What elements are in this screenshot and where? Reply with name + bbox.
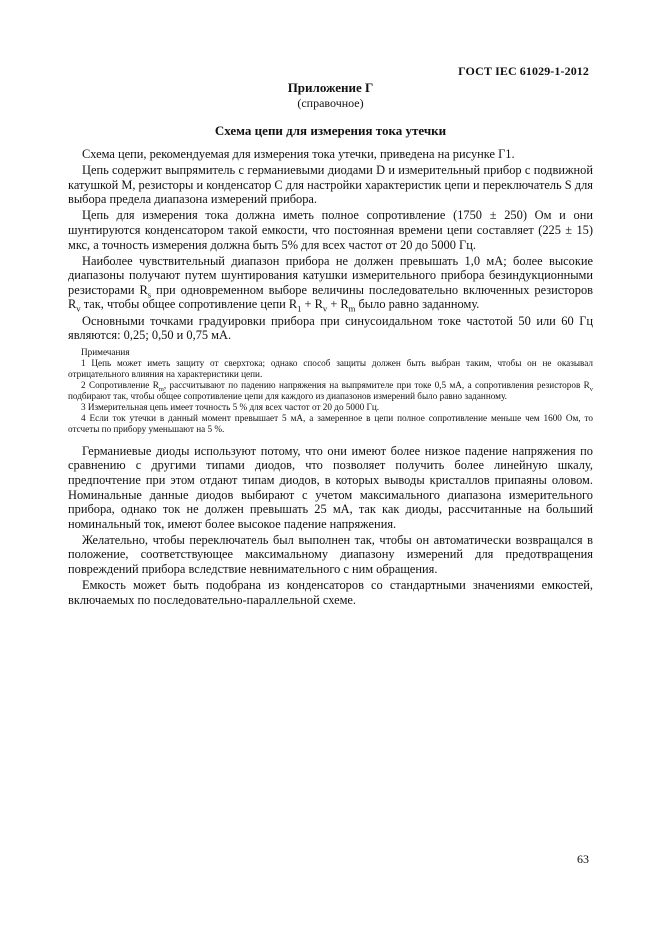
subscript: v (322, 303, 328, 314)
section-title: Схема цепи для измерения тока утечки (214, 123, 447, 138)
paragraph-3: Цепь для измерения тока должна иметь полное сопротивление (1750 ± 250) Ом и они шунтируются конденсатором такой емкости, что постоянная времени цепи составляет (225 ± 15) мкс, а точность измерения должна быть 5% для всех частот от 20 до 5000 Гц. (68, 208, 593, 252)
note-4: 4 Если ток утечки в данный момент превышает 5 мА, а замеренное в цепи полное сопротивление меньше чем 1600 Ом, то отсчеты по прибору уменьшают на 5 %. (68, 412, 593, 434)
paragraph-7: Желательно, чтобы переключатель был выполнен так, чтобы он автоматически возвращался в положение, соответствующее максимальному диапазону измерений для предотвращения повреждений прибора вследствие невнимательного с ним обращения. (68, 532, 593, 576)
paragraph-4-text: + R (301, 297, 323, 312)
subscript: v (589, 385, 593, 393)
paragraph-4-text: так, чтобы общее сопротивление цепи R (80, 297, 298, 312)
note-2-text: подбирают так, чтобы общее сопротивление цепи для каждого из диапазонов измерений было равно заданному. (68, 390, 507, 401)
paragraph-4-text: при одновременном выборе величины последовательно включенных резисторов R (68, 282, 593, 312)
page-number: 63 (577, 852, 589, 866)
appendix-subtitle: (справочное) (297, 96, 364, 110)
note-2-text: 2 Сопротивление R (81, 379, 159, 390)
subscript: s (147, 289, 152, 300)
paragraph-4-text: было равно заданному. (355, 297, 480, 312)
paragraph-4-text: + R (327, 297, 349, 312)
subscript: 1 (297, 303, 302, 314)
paragraph-4-text: Наиболее чувствительный диапазон прибора не должен превышать 1,0 мА; более высокие диапазоны получают путем шунтирования катушки измерительного прибора безиндукционными резисторами R (68, 253, 593, 297)
notes-block (68, 347, 593, 435)
note-2-text: , рассчитывают по падению напряжения на выпрямителе при токе 0,5 мА, а сопротивления резисторов R (163, 379, 590, 390)
note-3: 3 Измерительная цепь имеет точность 5 % для всех частот от 20 до 5000 Гц. (81, 401, 380, 412)
paragraph-1: Схема цепи, рекомендуемая для измерения тока утечки, приведена на рисунке Г1. (82, 147, 515, 161)
paragraph-8: Емкость может быть подобрана из конденсаторов со стандартными значениями емкостей, включаемых по последовательно-параллельной схеме. (68, 578, 593, 607)
notes-label: Примечания (81, 346, 130, 357)
paragraph-5: Основными точками градуировки прибора при синусоидальном токе частотой 50 или 60 Гц являются: 0,25; 0,50 и 0,75 мА. (68, 313, 593, 343)
document-body (68, 147, 593, 609)
subscript: v (76, 303, 81, 314)
note-1: 1 Цепь может иметь защиту от сверхтока; однако способ защиты должен быть выбран таким, чтобы он не оказывал отрицательного влияния на характеристики цепи. (68, 357, 593, 379)
subscript: m (158, 385, 164, 393)
subscript: m (348, 303, 356, 314)
paragraph-4 (68, 254, 593, 312)
paragraph-6: Германиевые диоды используют потому, что они имеют более низкое падение напряжения по сравнению с другими типами диодов, что позволяет получить более линейную шкалу, предпочтение при этом отдают типам диодов, в которых выводы кристаллов припаяны оловом. Номинальные данные диодов выбирают с учетом максимального диапазона измерительного прибора, однако ток не должен превышать 25 мА, так как диоды, рассчитанные на больший номинальный ток, имеют более высокое падение напряжения. (68, 443, 593, 531)
appendix-title: Приложение Г (287, 80, 374, 95)
closing-paragraphs (68, 444, 593, 608)
document-code: ГОСТ IEC 61029-1-2012 (458, 64, 589, 78)
note-2 (68, 380, 593, 402)
paragraph-2: Цепь содержит выпрямитель с германиевыми диодами D и измерительный прибор с подвижной катушкой М, резисторы и конденсатор С для настройки характеристик цепи и переключатель S для выбора предела диапазона измерений прибора. (68, 163, 593, 207)
